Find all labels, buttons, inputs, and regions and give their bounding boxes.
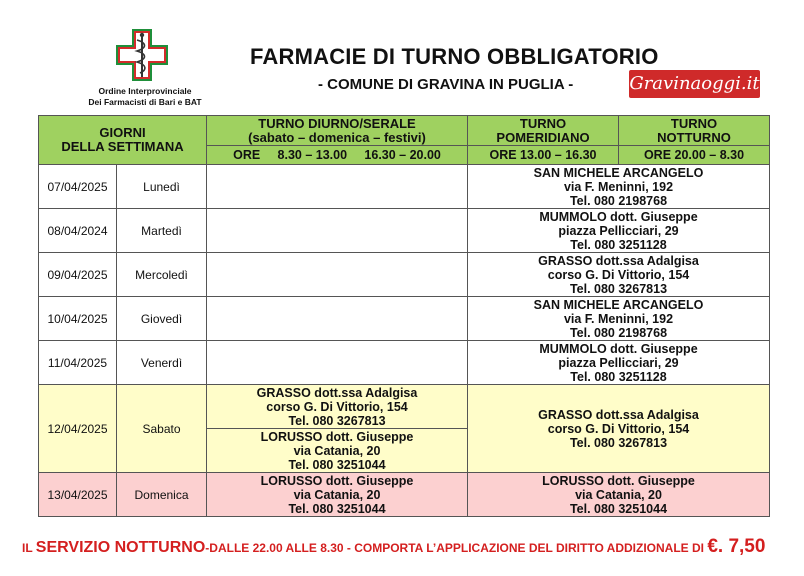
row-day: Martedì — [117, 209, 207, 253]
pharmacy-address: via Catania, 20 — [293, 487, 381, 502]
pharmacy-name: GRASSO dott.ssa Adalgisa — [256, 385, 418, 400]
pharmacy-name: SAN MICHELE ARCANGELO — [533, 297, 704, 312]
pharmacy-tel: Tel. 080 3267813 — [288, 413, 386, 428]
pharmacy-cell — [468, 253, 770, 297]
pharmacy-address: piazza Pellicciari, 29 — [558, 355, 679, 370]
table-row — [39, 165, 770, 209]
pharmacy-cell — [468, 297, 770, 341]
row-day: Domenica — [117, 473, 207, 517]
pharmacy-address: via Catania, 20 — [293, 443, 381, 458]
pharmacy-address: via Catania, 20 — [575, 487, 662, 502]
pharmacy-address: corso G. Di Vittorio, 154 — [547, 267, 690, 282]
pharmacy-schedule-table — [38, 115, 770, 517]
pharmacy-address: via F. Meninni, 192 — [563, 179, 674, 194]
pharmacy-cell — [207, 473, 468, 517]
pharmacy-tel: Tel. 080 3251044 — [288, 501, 386, 516]
row-date: 08/04/2024 — [39, 209, 117, 253]
hours-afternoon: ORE 13.00 – 16.30 — [468, 146, 619, 165]
pharmacy-name: LORUSSO dott. Giuseppe — [260, 473, 414, 488]
row-day: Mercoledì — [117, 253, 207, 297]
pharmacy-address: corso G. Di Vittorio, 154 — [266, 399, 408, 414]
pharmacy-tel: Tel. 080 3251128 — [570, 237, 667, 252]
pharmacy-cross-logo — [115, 28, 169, 82]
pharmacy-cell — [468, 341, 770, 385]
order-caption — [70, 86, 220, 108]
row-day: Giovedì — [117, 297, 207, 341]
table-row — [39, 209, 770, 253]
table-row — [39, 341, 770, 385]
hours-night: ORE 20.00 – 8.30 — [619, 146, 770, 165]
pharmacy-address: via F. Meninni, 192 — [563, 311, 674, 326]
pharmacy-tel: Tel. 080 3267813 — [569, 281, 668, 296]
note-prefix: IL — [22, 541, 36, 555]
order-caption-line2: Dei Farmacisti di Bari e BAT — [88, 97, 202, 107]
table-row-sunday — [39, 473, 770, 517]
note-price: €. 7,50 — [707, 536, 766, 557]
table-row-saturday — [39, 385, 770, 429]
pharmacy-address: corso G. Di Vittorio, 154 — [547, 421, 690, 436]
pharmacy-name: LORUSSO dott. Giuseppe — [542, 473, 695, 488]
pharmacy-name: LORUSSO dott. Giuseppe — [260, 429, 414, 444]
row-date: 10/04/2025 — [39, 297, 117, 341]
pharmacy-cell — [468, 473, 770, 517]
row-date: 11/04/2025 — [39, 341, 117, 385]
pharmacy-name: GRASSO dott.ssa Adalgisa — [538, 407, 699, 422]
day-shift-cell — [207, 297, 468, 341]
header-day-shift-text: TURNO DIURNO/SERALE (sabato – domenica – festivi) — [248, 115, 426, 145]
pharmacy-tel: Tel. 080 2198768 — [569, 325, 668, 340]
pharmacy-tel: Tel. 080 3251128 — [570, 369, 667, 384]
pharmacy-name: MUMMOLO dott. Giuseppe — [539, 341, 698, 356]
pharmacy-name: GRASSO dott.ssa Adalgisa — [538, 253, 699, 268]
hours-day-shift: ORE 8.30 – 13.00 16.30 – 20.00 — [207, 146, 468, 165]
day-shift-cell — [207, 341, 468, 385]
header-night-text: TURNO NOTTURNO — [657, 115, 731, 145]
pharmacy-cell — [468, 385, 770, 473]
header-day-shift — [207, 116, 468, 146]
pharmacy-cell — [207, 385, 468, 429]
page-title: FARMACIE DI TURNO OBBLIGATORIO — [250, 44, 659, 69]
row-day: Venerdì — [117, 341, 207, 385]
header-days-text: GIORNI DELLA SETTIMANA — [61, 125, 184, 154]
pharmacy-cell — [468, 209, 770, 253]
row-date: 09/04/2025 — [39, 253, 117, 297]
page-subtitle: - COMUNE DI GRAVINA IN PUGLIA - — [318, 76, 574, 93]
pharmacy-cell — [468, 165, 770, 209]
pharmacy-tel: Tel. 080 3267813 — [569, 435, 668, 450]
row-date: 12/04/2025 — [39, 385, 117, 473]
note-highlight: SERVIZIO NOTTURNO — [35, 539, 206, 556]
pharmacy-address: piazza Pellicciari, 29 — [558, 223, 679, 238]
day-shift-cell — [207, 209, 468, 253]
header-days — [39, 116, 207, 165]
note-text: -DALLE 22.00 ALLE 8.30 - COMPORTA L’APPLICAZIONE DEL DIRITTO ADDIZIONALE DI — [205, 541, 708, 555]
pharmacy-name: MUMMOLO dott. Giuseppe — [539, 209, 698, 224]
header-afternoon-text: TURNO POMERIDIANO — [496, 115, 590, 145]
night-service-note — [22, 536, 792, 558]
pharmacy-tel: Tel. 080 3251044 — [288, 457, 386, 472]
header-afternoon — [468, 116, 619, 146]
row-day: Lunedì — [117, 165, 207, 209]
table-row — [39, 253, 770, 297]
order-caption-line1: Ordine Interprovinciale — [98, 86, 192, 96]
pharmacy-cell — [207, 429, 468, 473]
row-date: 07/04/2025 — [39, 165, 117, 209]
row-date: 13/04/2025 — [39, 473, 117, 517]
header-night — [619, 116, 770, 146]
pharmacy-name: SAN MICHELE ARCANGELO — [533, 165, 704, 180]
pharmacy-tel: Tel. 080 3251044 — [569, 501, 668, 516]
day-shift-cell — [207, 165, 468, 209]
pharmacy-tel: Tel. 080 2198768 — [569, 193, 668, 208]
day-shift-cell — [207, 253, 468, 297]
brand-badge: Gravinaoggi.it — [629, 70, 760, 98]
row-day: Sabato — [117, 385, 207, 473]
table-row — [39, 297, 770, 341]
